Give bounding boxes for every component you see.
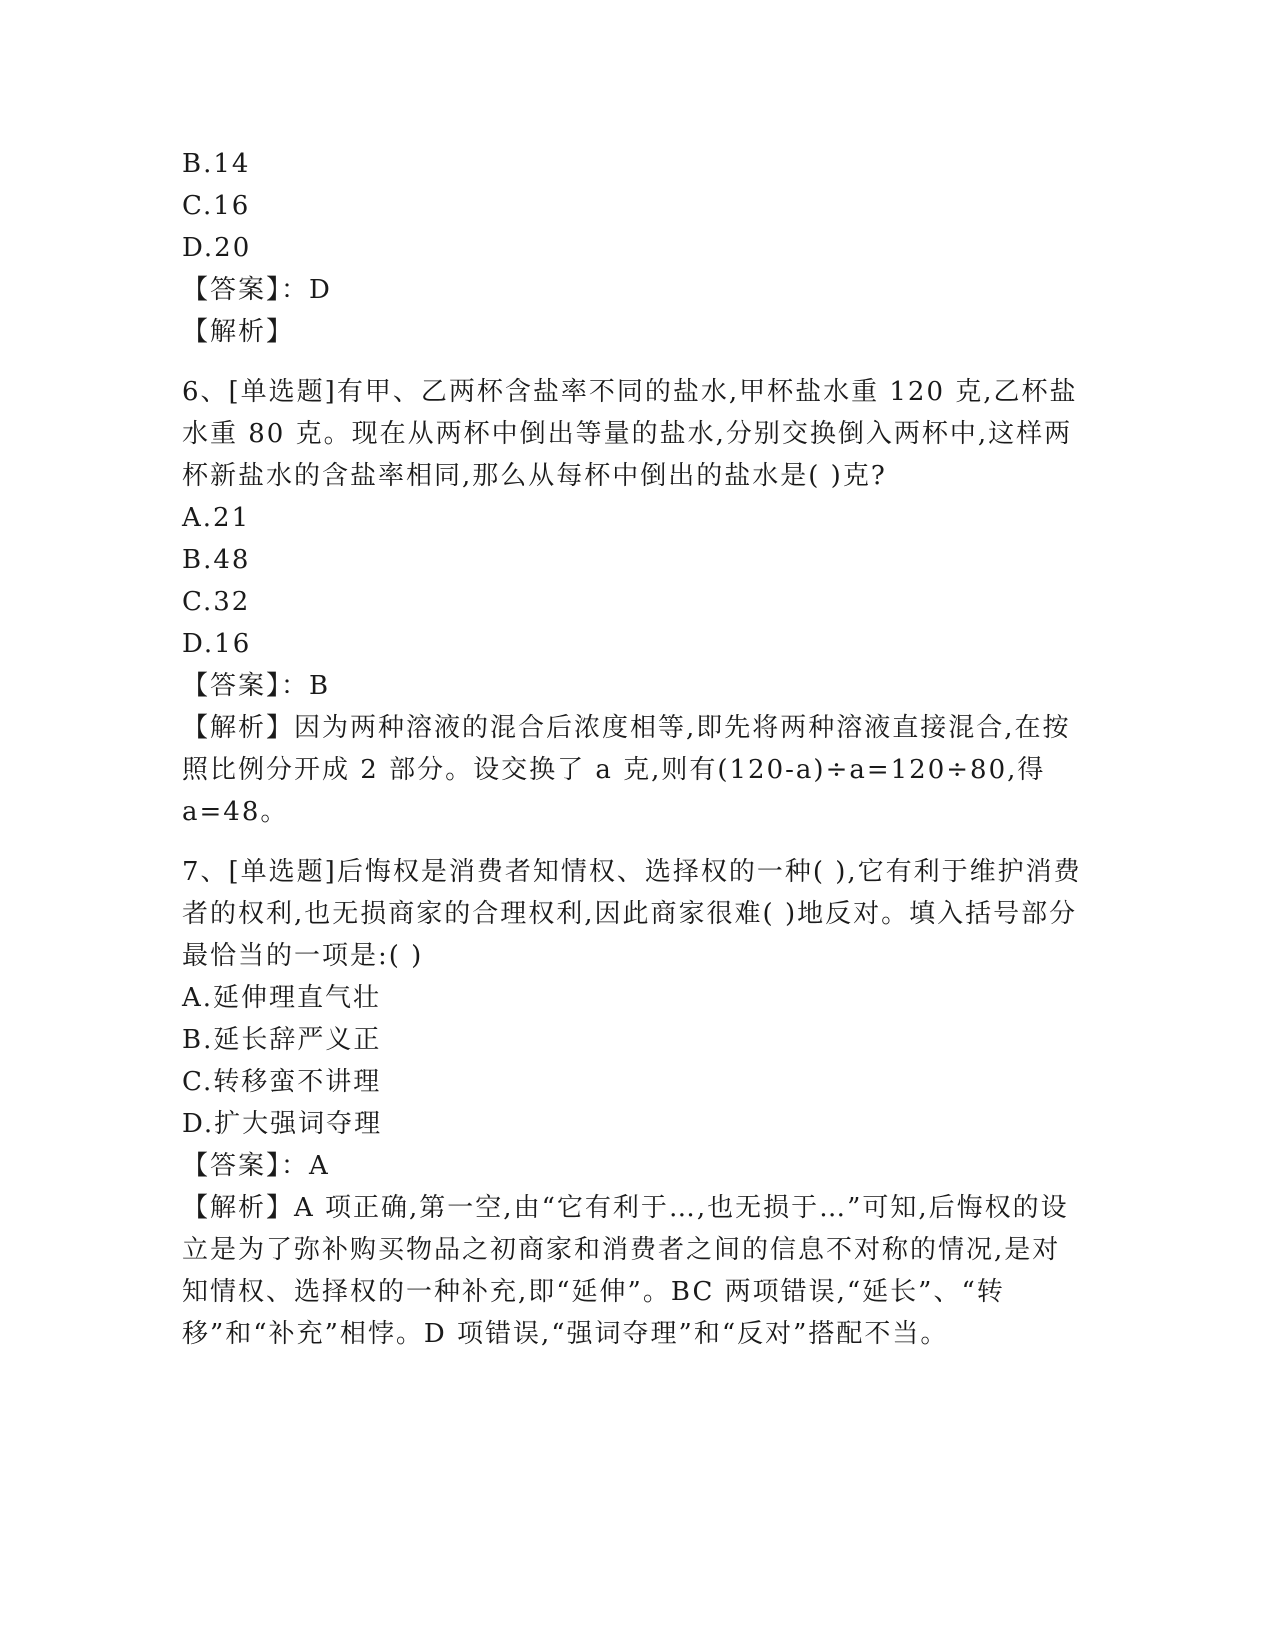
- q7-stem: 7、[单选题]后悔权是消费者知情权、选择权的一种( ),它有利于维护消费者的权利,也无损商家的合理权利,因此商家很难( )地反对。填入括号部分最恰当的一项是:( ): [182, 857, 1082, 971]
- q7-option-b: B.延长辞严义正: [182, 1025, 382, 1055]
- q6-option-d: D.16: [182, 629, 252, 659]
- q6-stem: 6、[单选题]有甲、乙两杯含盐率不同的盐水,甲杯盐水重 120 克,乙杯盐水重 80 克。现在从两杯中倒出等量的盐水,分别交换倒入两杯中,这样两杯新盐水的含盐率相同,那么从每杯中倒出的盐水是( )克?: [182, 377, 1078, 491]
- q6-answer: 【答案】：B: [182, 671, 331, 701]
- q7-answer: 【答案】：A: [182, 1151, 330, 1181]
- q6-option-b: B.48: [182, 545, 251, 575]
- spacer: [182, 353, 1082, 371]
- q5-answer: 【答案】：D: [182, 275, 332, 305]
- q5-option-c: C.16: [182, 191, 251, 221]
- q5-analysis: 【解析】: [182, 317, 295, 347]
- q7-analysis: 【解析】A 项正确,第一空,由“它有利于…,也无损于…”可知,后悔权的设立是为了弥补购买物品之初商家和消费者之间的信息不对称的情况,是对知情权、选择权的一种补充,即“延伸”。BC 两项错误,“延长”、“转移”和“补充”相悖。D 项错误,“强词夺理”和“反对”搭配不当。: [182, 1193, 1069, 1349]
- q7-option-a: A.延伸理直气壮: [182, 983, 382, 1013]
- q6-option-c: C.32: [182, 587, 251, 617]
- document-page: [182, 143, 1082, 1355]
- q7-option-d: D.扩大强词夺理: [182, 1109, 383, 1139]
- q7-option-c: C.转移蛮不讲理: [182, 1067, 382, 1097]
- q5-option-d: D.20: [182, 233, 252, 263]
- q5-option-b: B.14: [182, 149, 251, 179]
- spacer: [182, 833, 1082, 851]
- q6-option-a: A.21: [182, 503, 251, 533]
- q6-analysis: 【解析】因为两种溶液的混合后浓度相等,即先将两种溶液直接混合,在按照比例分开成 2 部分。设交换了 a 克,则有(120-a)÷a=120÷80,得 a=48。: [182, 713, 1071, 827]
